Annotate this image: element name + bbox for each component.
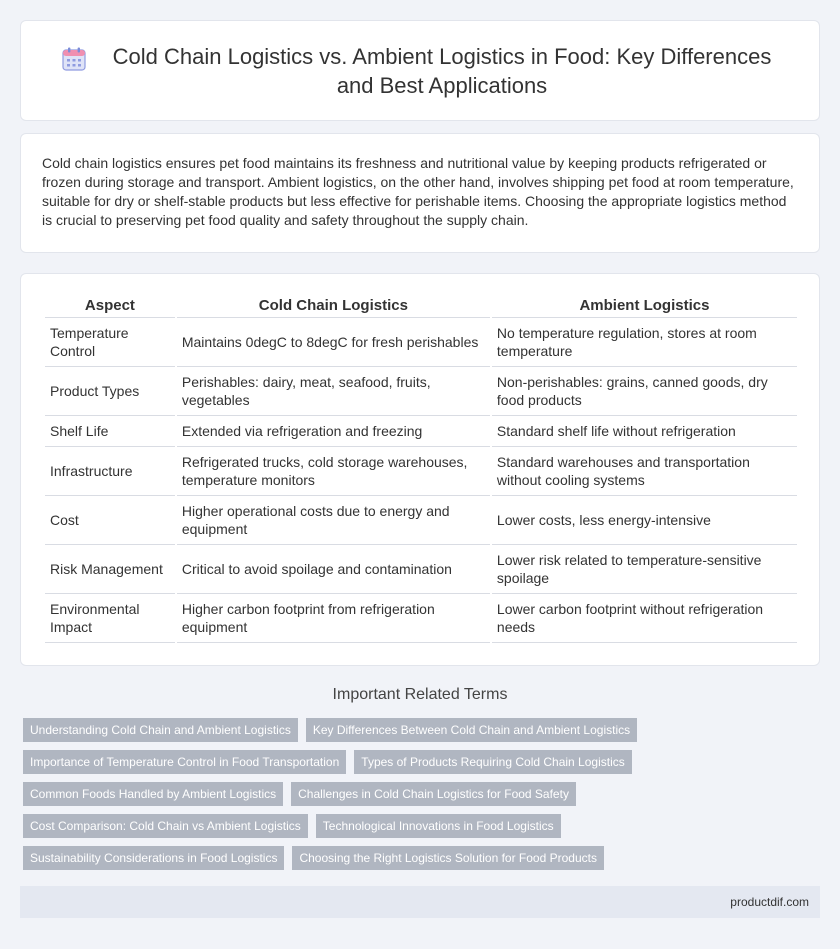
comparison-table-card bbox=[20, 273, 820, 666]
cell-ambient: Lower costs, less energy-intensive bbox=[492, 496, 797, 545]
cell-aspect: Shelf Life bbox=[45, 416, 175, 447]
header-ambient: Ambient Logistics bbox=[492, 294, 797, 318]
comparison-table bbox=[43, 294, 799, 643]
cell-aspect: Environmental Impact bbox=[45, 594, 175, 643]
cell-cold: Perishables: dairy, meat, seafood, fruits, vegetables bbox=[177, 367, 490, 416]
cell-cold: Critical to avoid spoilage and contamination bbox=[177, 545, 490, 594]
cell-cold: Refrigerated trucks, cold storage warehouses, temperature monitors bbox=[177, 447, 490, 496]
cell-cold: Higher carbon footprint from refrigeration equipment bbox=[177, 594, 490, 643]
cell-aspect: Risk Management bbox=[45, 545, 175, 594]
cell-aspect: Cost bbox=[45, 496, 175, 545]
tag-row bbox=[23, 718, 823, 742]
related-term-tag[interactable]: Choosing the Right Logistics Solution for Food Products bbox=[292, 846, 604, 870]
related-term-tag[interactable]: Technological Innovations in Food Logistics bbox=[316, 814, 561, 838]
cell-cold: Extended via refrigeration and freezing bbox=[177, 416, 490, 447]
header-card bbox=[20, 20, 820, 121]
related-terms-list bbox=[23, 718, 823, 878]
related-term-tag[interactable]: Key Differences Between Cold Chain and Ambient Logistics bbox=[306, 718, 637, 742]
cell-ambient: Non-perishables: grains, canned goods, dry food products bbox=[492, 367, 797, 416]
header-aspect: Aspect bbox=[45, 294, 175, 318]
footer bbox=[20, 886, 820, 918]
cell-cold: Higher operational costs due to energy and equipment bbox=[177, 496, 490, 545]
tag-row bbox=[23, 750, 823, 774]
page-title: Cold Chain Logistics vs. Ambient Logistics in Food: Key Differences and Best Applications bbox=[112, 43, 772, 98]
table-row bbox=[45, 545, 797, 594]
related-term-tag[interactable]: Challenges in Cold Chain Logistics for Food Safety bbox=[291, 782, 576, 806]
related-term-tag[interactable]: Types of Products Requiring Cold Chain Logistics bbox=[354, 750, 631, 774]
cell-ambient: Standard warehouses and transportation without cooling systems bbox=[492, 447, 797, 496]
table-row bbox=[45, 318, 797, 367]
cell-ambient: Lower risk related to temperature-sensitive spoilage bbox=[492, 545, 797, 594]
related-term-tag[interactable]: Common Foods Handled by Ambient Logistics bbox=[23, 782, 283, 806]
cell-aspect: Infrastructure bbox=[45, 447, 175, 496]
tag-row bbox=[23, 814, 823, 838]
related-term-tag[interactable]: Cost Comparison: Cold Chain vs Ambient Logistics bbox=[23, 814, 308, 838]
table-row bbox=[45, 594, 797, 643]
header-cold-chain: Cold Chain Logistics bbox=[177, 294, 490, 318]
table-row bbox=[45, 416, 797, 447]
related-terms-title: Important Related Terms bbox=[332, 686, 508, 703]
table-header-row bbox=[45, 294, 797, 318]
cell-cold: Maintains 0degC to 8degC for fresh perishables bbox=[177, 318, 490, 367]
cell-ambient: Lower carbon footprint without refrigeration needs bbox=[492, 594, 797, 643]
cell-aspect: Temperature Control bbox=[45, 318, 175, 367]
cell-ambient: Standard shelf life without refrigeration bbox=[492, 416, 797, 447]
table-row bbox=[45, 496, 797, 545]
tag-row bbox=[23, 846, 823, 870]
tag-row bbox=[23, 782, 823, 806]
related-term-tag[interactable]: Understanding Cold Chain and Ambient Logistics bbox=[23, 718, 298, 742]
cell-ambient: No temperature regulation, stores at room temperature bbox=[492, 318, 797, 367]
cell-aspect: Product Types bbox=[45, 367, 175, 416]
table-row bbox=[45, 367, 797, 416]
related-term-tag[interactable]: Importance of Temperature Control in Food Transportation bbox=[23, 750, 346, 774]
related-term-tag[interactable]: Sustainability Considerations in Food Logistics bbox=[23, 846, 284, 870]
table-row bbox=[45, 447, 797, 496]
title-wrap bbox=[61, 42, 779, 100]
footer-site-link[interactable]: productdif.com bbox=[730, 895, 809, 909]
intro-card bbox=[20, 133, 820, 253]
intro-paragraph: Cold chain logistics ensures pet food maintains its freshness and nutritional value by keeping products refrigerated or frozen during storage and transport. Ambient logistics, on the other hand, involves shipping pet food at room temperature, suitable for dry or shelf-stable products but less effective for perishable items. Choosing the appropriate logistics method is crucial to preserving pet food quality and safety throughout the supply chain. bbox=[42, 155, 794, 228]
calendar-icon bbox=[61, 46, 87, 72]
